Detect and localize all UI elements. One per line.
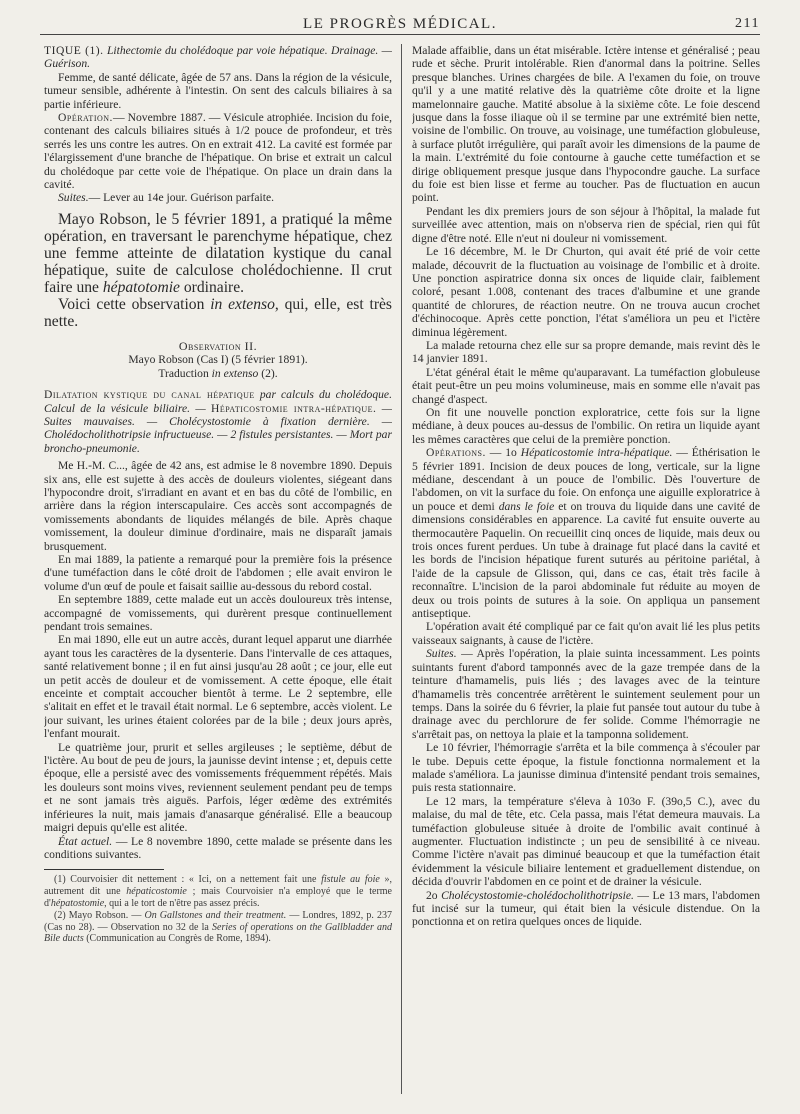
observation-heading-continued xyxy=(44,44,392,71)
paragraph: Malade affaiblie, dans un état misérable. Ictère intense et généralisé ; peau rude et sèche. Prurit intolérable. Rien d'anormal dans la poitrine. Selles presque blanches. Urines chargées de bile. A l'examen du foie, on trouve qu'il y a une matité relative dès la quatrième côte droite et la ligne mamelonnaire gauche. Matité absolue à la sixième côte. Le foie descend jusque dans la fosse iliaque où il se termine par une extrémité bien nette, voisine de l'ombilic. On trouve, au voisinage, une tuméfaction globuleuse, à surface plutôt irrégulière, qui paraît avoir les dimensions de la paume de la main. L'extrémité du foie contourne à gauche cette tuméfaction et se dirige obliquement presque jusque dans l'hypocondre gauche. La surface du foie est bien lisse et ferme au toucher. Pas de fluctuation en aucun point. xyxy=(412,44,760,205)
paragraph: En mai 1890, elle eut un autre accès, durant lequel apparut une diarrhée ayant tous les caractères de la dysenterie. Dans l'intervalle de ces attaques, santé relativement bonne ; il en fut ainsi jusqu'au 28 août ; ce jour, elle eut un petit accès de douleur et de vomissement. A cette époque, elle était enceinte et comptait accoucher bientôt à terme. Le 2 septembre, elle s'alitait en effet et le travail était normal. Le 6 septembre, accès violent. Le jour suivant, les urines étaient colorées par de la bile ; deux jours après, l'enfant mourait. xyxy=(44,633,392,741)
paragraph: Le quatrième jour, prurit et selles argileuses ; le septième, début de l'ictère. Au bout de peu de jours, la jaunisse devint intense ; et, depuis cette époque, elle a persisté avec des vomissements fréquemment répétés. Mais les douleurs sont moins vives, reviennent seulement pendant peu de temps et ne sont jamais très aiguës. Parfois, léger œdème des extrémités inférieures la nuit, mais jamais d'anasarque généralisé. Elle a beaucoup maigri depuis qu'elle est alitée. xyxy=(44,740,392,835)
large-print-section xyxy=(44,211,392,330)
paragraph: Le 16 décembre, M. le Dr Churton, qui avait été prié de voir cette malade, découvrit de la fluctuation au voisinage de l'ombilic et à droite. Une ponction aspiratrice donna six onces de liquide clair, faiblement coloré, pesant 1.008, contenant des traces d'albumine et une grande quantité de chlorures, de réaction neutre. On ne trouva aucun crochet d'échinocoque. Après cette ponction, l'état s'améliora un peu et l'ictère diminua légèrement. xyxy=(412,245,760,339)
paragraph: En septembre 1889, cette malade eut un accès douloureux très intense, accompagné de vomissements, qui durèrent presque continuellement pendant trois semaines. xyxy=(44,593,392,633)
footnote: (1) Courvoisier dit nettement : « Ici, on a nettement fait une fistule au foie », autrement dit une hépaticostomie ; mais Courvoisier n'a employé que le terme d'hépatostomie, qui a le tort de n'être pas assez précis. xyxy=(44,874,392,909)
paragraph: Femme, de santé délicate, âgée de 57 ans. Dans la région de la vésicule, tumeur sensible, adhérente à l'intestin. On sent des calculs biliaires à sa partie inférieure. xyxy=(44,70,392,111)
page-number: 211 xyxy=(735,16,760,31)
observation-author: Mayo Robson (Cas I) (5 février 1891). xyxy=(128,353,308,367)
paragraph: On fit une nouvelle ponction exploratrice, cette fois sur la ligne médiane, à deux pouces au-dessus de l'ombilic. On retira un liquide ayant les mêmes caractères que celui de la première ponction. xyxy=(412,405,760,446)
running-title: LE PROGRÈS MÉDICAL. xyxy=(303,16,497,32)
footnote-rule xyxy=(44,869,164,870)
paragraph: Suites.— Lever au 14e jour. Guérison parfaite. xyxy=(58,191,275,205)
left-column xyxy=(44,44,392,1104)
paragraph: Voici cette observation in extenso, qui, elle, est très nette. xyxy=(44,295,392,330)
heading-label: TIQUE (1). xyxy=(44,44,104,57)
paragraph: Pendant les dix premiers jours de son séjour à l'hôpital, la malade fut surveillée avec attention, mais on n'observa rien de spécial, rien qui fût digne d'être noté. Elle n'eut ni douleur ni vomissement. xyxy=(412,204,760,245)
paragraph: Opérations. — 1o Hépaticostomie intra-hépatique. — Éthérisation le 5 février 1891. Incision de deux pouces de long, verticale, sur la ligne médiane, descendant à un pouce de l'ombilic. Dès l'ouverture de l'abdomen, on vit la surface du foie. On enfonça une aiguille exploratrice à un pouce et demi dans le foie et on trouva du liquide dans une cavité de dimensions considérables en apparence. La cavité fut ensuite ouverte au thermocautère Paquelin. On recueillit cinq onces de liquide, mais deux ou trois onces furent perdues. Un tube à drainage fut placé dans la cavité et les bords de l'incision hépatique furent suturés au péritoine pariétal, à l'aide de la capsule de Glisson, qui, dans ce cas, était très facile à reconnaître. L'incision de la paroi abdominale fut réduite au moyen de deux ou trois points de sutures à la soie. On appliqua un pansement antiseptique. xyxy=(412,446,760,621)
page-header xyxy=(40,14,760,35)
paragraph: Mayo Robson, le 5 février 1891, a pratiqué la même opération, en traversant le parenchyme hépatique, chez une femme atteinte de dilatation kystique du canal hépatique, suite de calculose cholédochienne. Il crut faire une hépatotomie ordinaire. xyxy=(44,210,392,296)
paragraph: 2o Cholécystostomie-cholédocholithotripsie. — Le 13 mars, l'abdomen fut incisé sur la tumeur, qui était bien la vésicule distendue. On la ponctionna et on retira quelques onces de liquide. xyxy=(412,888,760,929)
paragraph: Suites. — Après l'opération, la plaie suinta incessamment. Les points suintants furent d'abord tamponnés avec de la gaze trempée dans de la teinture d'hamamelis, puis liés ; des lavages avec de la teinture d'hamamelis très concentrée arrêtèrent le suintement seulement pour un temps. Dans la soirée du 6 février, la plaie fut pansée tout autour du tube à drainage avec du perchlorure de fer solide. Comme l'hémorragie ne s'arrêtait pas, on nettoya la plaie et la tamponna solidement. xyxy=(412,647,760,741)
paragraph: L'opération avait été compliqué par ce fait qu'on avait lié les plus petits vaisseaux saignants, à cause de l'ictère. xyxy=(412,620,760,647)
paragraph: État actuel. — Le 8 novembre 1890, cette malade se présente dans les conditions suivantes. xyxy=(44,834,392,861)
footnote: (2) Mayo Robson. — On Gallstones and their treatment. — Londres, 1892, p. 237 (Cas no 28). — Observation no 32 de la Series of operations on the Gallbladder and Bile ducts (Communication au Congrès de Rome, 1894). xyxy=(44,909,392,945)
paragraph: La malade retourna chez elle sur sa propre demande, mais revint dès le 14 janvier 1891. xyxy=(412,338,760,366)
column-divider xyxy=(401,44,402,1094)
heading-italic: Lithectomie du cholédoque par voie hépatique. Drainage. — Guérison. xyxy=(44,44,392,71)
observation-title: Observation II. xyxy=(178,338,258,353)
right-column xyxy=(412,44,760,1104)
observation-summary: Dilatation kystique du canal hépatique par calculs du cholédoque. Calcul de la vésicule biliaire. — Hépaticostomie intra-hépatique. — Suites mauvaises. — Cholécystostomie à fixation dernière. — Cholédocholithotripsie infructueuse. — 2 fistules persistantes. — Mort par broncho-pneumonie. xyxy=(44,388,392,455)
paragraph: Le 10 février, l'hémorragie s'arrêta et la bile commença à s'écouler par le tube. Depuis cette époque, la fistule fonctionna normalement et la malade s'améliora. La jaunisse diminua d'intensité pendant trois semaines, puis resta stationnaire. xyxy=(412,741,760,795)
paragraph: Le 12 mars, la température s'éleva à 103o F. (39o,5 C.), avec du malaise, du mal de tête, etc. Cela passa, mais l'état demeura mauvais. La tuméfaction globuleuse située à droite de l'ombilic avait continué à augmenter. Fluctuation indistincte ; un peu de sensibilité à ce niveau. Comme l'ictère n'avait pas diminué beaucoup et que la tuméfaction était évidemment la vésicule biliaire lentement et graduellement distendue, on décida d'ouvrir l'abdomen en ce point et de drainer la vésicule. xyxy=(412,794,760,889)
paragraph: En mai 1889, la patiente a remarqué pour la première fois la présence d'une tuméfaction dans le côté droit de l'abdomen ; elle avait environ le volume d'un œuf de poule et faisait saillie au-dessous du rebord costal. xyxy=(44,552,392,593)
footnotes xyxy=(44,874,392,945)
paragraph: Me H.-M. C..., âgée de 42 ans, est admise le 8 novembre 1890. Depuis six ans, elle est sujette à des accès de douleurs violentes, siégeant dans l'hypocondre droit, s'irradiant en avant et en bas du côté de l'ombilic, en arrière dans la région interscapulaire. Ces accès sont accompagnés de vomissements abondants de liquides mélangés de bile. Après chaque vomissement, la douleur diminue d'ordinaire, mais ne disparaît jamais brusquement. xyxy=(44,459,392,553)
paragraph: L'état général était le même qu'auparavant. La tuméfaction globuleuse était peut-être un peu moins volumineuse, mais en somme elle n'avait pas changé d'aspect. xyxy=(412,365,760,406)
paragraph: Opération.— Novembre 1887. — Vésicule atrophiée. Incision du foie, contenant des calculs biliaires situés à 1/2 pouce de profondeur, et très serrés les uns contre les autres. On en extrait 412. La cavité est formée par l'élargissement d'une branche de l'hépatique. On brise et extrait un calcul du cholédoque par cette voie de l'hépatique. On place un drain dans la cavité. xyxy=(44,111,392,192)
observation-translation: Traduction in extenso (2). xyxy=(158,366,278,380)
